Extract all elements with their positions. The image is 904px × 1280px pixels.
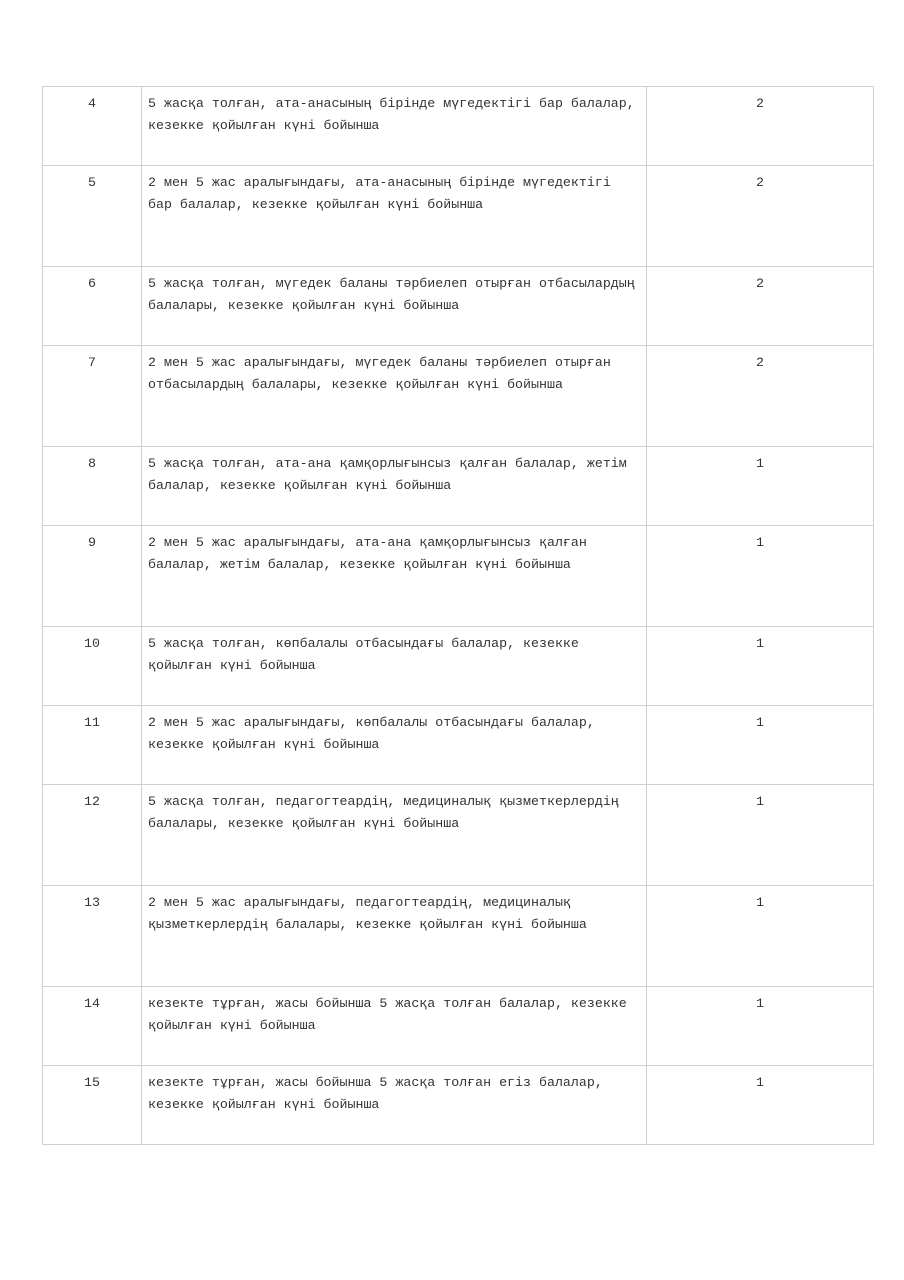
row-score: 1 bbox=[647, 1066, 874, 1145]
table-row bbox=[43, 987, 874, 1066]
row-number: 6 bbox=[43, 267, 142, 346]
row-description: кезекте тұрған, жасы бойынша 5 жасқа толған балалар, кезекке қойылған күні бойынша bbox=[142, 987, 647, 1066]
row-number: 13 bbox=[43, 886, 142, 987]
row-description: 2 мен 5 жас аралығындағы, көпбалалы отбасындағы балалар, кезекке қойылған күні бойынша bbox=[142, 706, 647, 785]
row-description: 5 жасқа толған, педагогтеардің, медициналық қызметкерлердің балалары, кезекке қойылған күні бойынша bbox=[142, 785, 647, 886]
table-row bbox=[43, 785, 874, 886]
row-number: 12 bbox=[43, 785, 142, 886]
row-score: 1 bbox=[647, 706, 874, 785]
row-score: 2 bbox=[647, 346, 874, 447]
table-row bbox=[43, 87, 874, 166]
table-row bbox=[43, 1066, 874, 1145]
table-row bbox=[43, 627, 874, 706]
row-number: 8 bbox=[43, 447, 142, 526]
row-score: 2 bbox=[647, 267, 874, 346]
row-description: 2 мен 5 жас аралығындағы, ата-ана қамқорлығынсыз қалған балалар, жетім балалар, кезекке қойылған күні бойынша bbox=[142, 526, 647, 627]
table-row bbox=[43, 447, 874, 526]
row-description: 5 жасқа толған, көпбалалы отбасындағы балалар, кезекке қойылған күні бойынша bbox=[142, 627, 647, 706]
row-description: 5 жасқа толған, ата-ана қамқорлығынсыз қалған балалар, жетім балалар, кезекке қойылған күні бойынша bbox=[142, 447, 647, 526]
table-row bbox=[43, 706, 874, 785]
row-number: 11 bbox=[43, 706, 142, 785]
row-score: 1 bbox=[647, 886, 874, 987]
table-row bbox=[43, 526, 874, 627]
table-row bbox=[43, 267, 874, 346]
row-description: 2 мен 5 жас аралығындағы, ата-анасының бірінде мүгедектігі бар балалар, кезекке қойылған күні бойынша bbox=[142, 166, 647, 267]
row-score: 1 bbox=[647, 447, 874, 526]
row-score: 1 bbox=[647, 627, 874, 706]
row-score: 1 bbox=[647, 987, 874, 1066]
row-score: 1 bbox=[647, 526, 874, 627]
row-number: 15 bbox=[43, 1066, 142, 1145]
row-number: 10 bbox=[43, 627, 142, 706]
row-description: 2 мен 5 жас аралығындағы, мүгедек баланы тәрбиелеп отырған отбасылардың балалары, кезекке қойылған күні бойынша bbox=[142, 346, 647, 447]
row-score: 2 bbox=[647, 166, 874, 267]
row-number: 5 bbox=[43, 166, 142, 267]
row-number: 7 bbox=[43, 346, 142, 447]
row-number: 9 bbox=[43, 526, 142, 627]
row-description: 2 мен 5 жас аралығындағы, педагогтеардің, медициналық қызметкерлердің балалары, кезекке қойылған күні бойынша bbox=[142, 886, 647, 987]
row-score: 1 bbox=[647, 785, 874, 886]
table-row bbox=[43, 166, 874, 267]
priority-table-body bbox=[43, 87, 874, 1145]
row-description: кезекте тұрған, жасы бойынша 5 жасқа толған егіз балалар, кезекке қойылған күні бойынша bbox=[142, 1066, 647, 1145]
row-score: 2 bbox=[647, 87, 874, 166]
table-row bbox=[43, 346, 874, 447]
table-row bbox=[43, 886, 874, 987]
row-number: 4 bbox=[43, 87, 142, 166]
row-number: 14 bbox=[43, 987, 142, 1066]
row-description: 5 жасқа толған, ата-анасының бірінде мүгедектігі бар балалар, кезекке қойылған күні бойынша bbox=[142, 87, 647, 166]
priority-table bbox=[42, 86, 874, 1145]
row-description: 5 жасқа толған, мүгедек баланы тәрбиелеп отырған отбасылардың балалары, кезекке қойылған күні бойынша bbox=[142, 267, 647, 346]
